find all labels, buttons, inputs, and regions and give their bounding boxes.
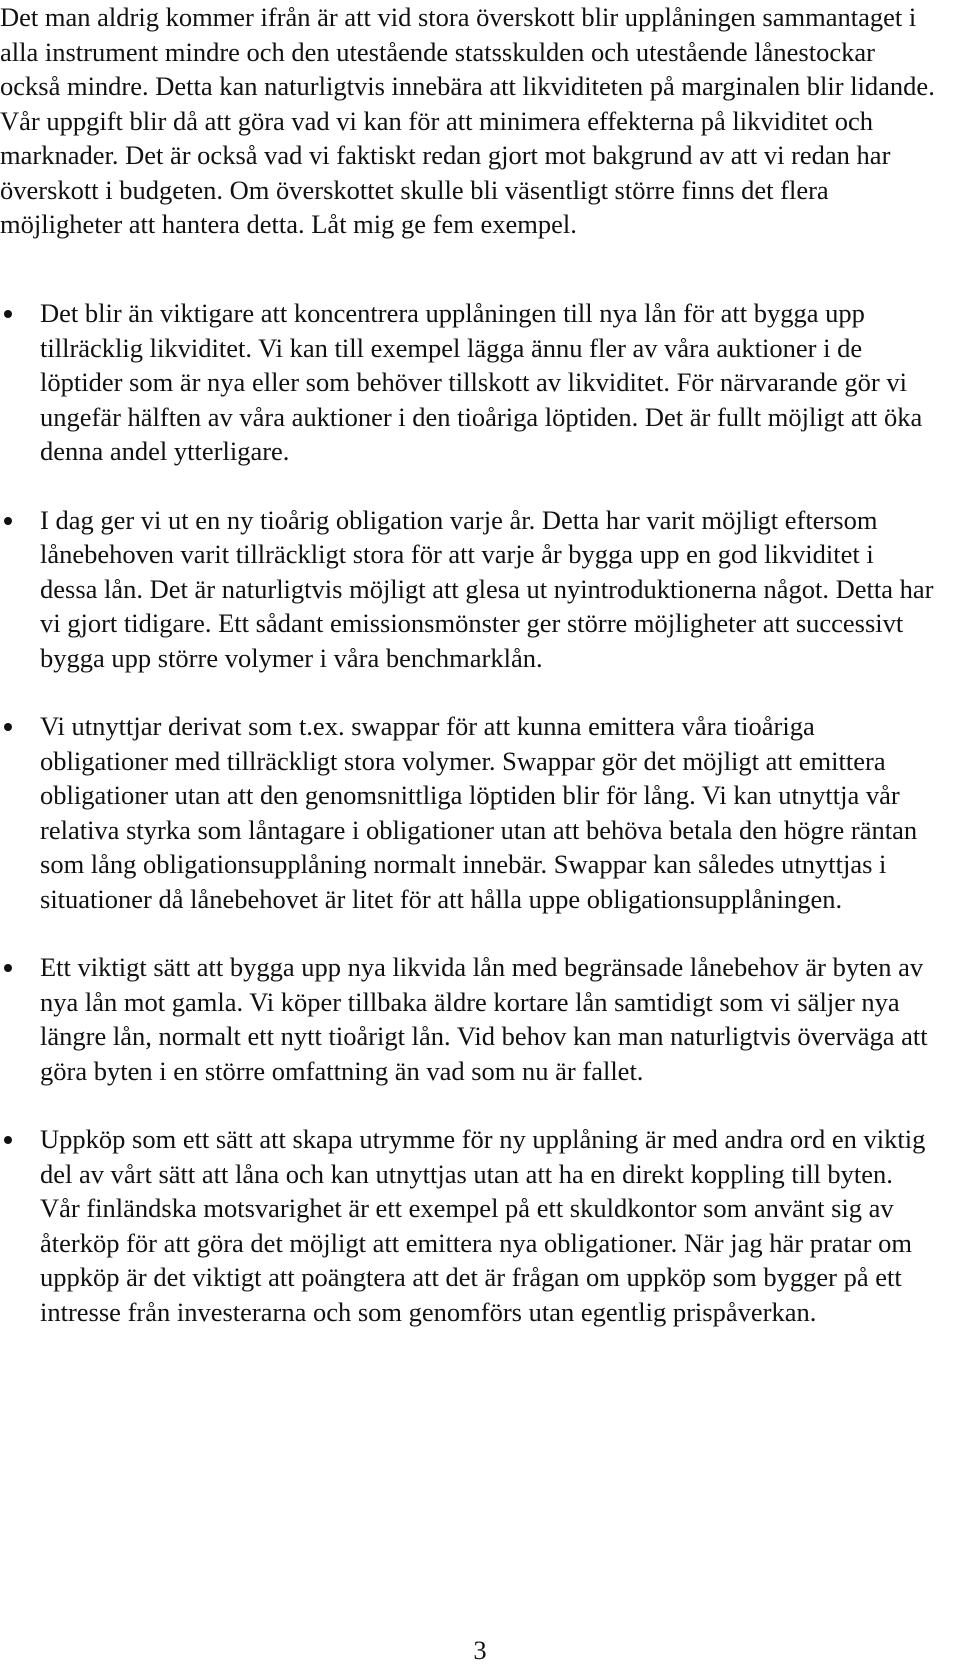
bullet-text: Uppköp som ett sätt att skapa utrymme för ny upplåning är med andra ord en viktig del av vårt sätt att låna och kan utnyttjas utan att ha en direkt koppling till byten. Vår finländska motsvarighet är ett exempel på ett skuldkontor som använt sig av återköp för att göra det möjligt att emittera nya obligationer. När jag här pratar om uppköp är det viktigt att poängtera att det är frågan om uppköp som bygger på ett intresse från investerarna och som genomförs utan egentlig prispåverkan.	[40, 1124, 926, 1327]
list-item	[0, 296, 936, 469]
bullet-icon	[4, 310, 12, 318]
bullet-text: Det blir än viktigare att koncentrera upplåningen till nya lån för att bygga upp tillräcklig likviditet. Vi kan till exempel lägga ännu fler av våra auktioner i de löptider som är nya eller som behöver tillskott av likviditet. För närvarande gör vi ungefär hälften av våra auktioner i den tioåriga löptiden. Det är fullt möjligt att öka denna andel ytterligare.	[40, 298, 923, 466]
bullet-text: I dag ger vi ut en ny tioårig obligation varje år. Detta har varit möjligt eftersom lånebehoven varit tillräckligt stora för att varje år bygga upp en god likviditet i dessa lån. Det är naturligtvis möjligt att glesa ut nyintroduktionerna något. Detta har vi gjort tidigare. Ett sådant emissionsmönster ger större möjligheter att successivt bygga upp större volymer i våra benchmarklån.	[40, 504, 934, 673]
list-item	[0, 503, 936, 676]
intro-paragraph: Det man aldrig kommer ifrån är att vid stora överskott blir upplåningen sammantaget i alla instrument mindre och den utestående statsskulden och utestående lånestockar också mindre. Detta kan naturligtvis innebära att likviditeten på marginalen blir lidande. Vår uppgift blir då att göra vad vi kan för att minimera effekterna på likviditet och marknader. Det är också vad vi faktiskt redan gjort mot bakgrund av att vi redan har överskott i budgeten. Om överskottet skulle bli väsentligt större finns det flera möjligheter att hantera detta. Låt mig ge fem exempel.	[0, 2, 935, 239]
bullet-icon	[4, 1136, 12, 1144]
list-item	[0, 950, 936, 1088]
page-number: 3	[473, 1635, 487, 1665]
list-item	[0, 709, 936, 916]
bullet-text: Vi utnyttjar derivat som t.ex. swappar för att kunna emittera våra tioåriga obligationer med tillräckligt stora volymer. Swappar gör det möjligt att emittera obligationer utan att den genomsnittliga löptiden blir för lång. Vi kan utnyttja vår relativa styrka som låntagare i obligationer utan att behöva betala den högre räntan som lång obligationsupplåning normalt innebär. Swappar kan således utnyttjas i situationer då lånebehovet är litet för att hålla uppe obligationsupplåningen.	[40, 711, 918, 914]
bullet-icon	[4, 723, 12, 731]
bullet-icon	[4, 517, 12, 525]
bullet-icon	[4, 964, 12, 972]
bullet-text: Ett viktigt sätt att bygga upp nya likvida lån med begränsade lånebehov är byten av nya lån mot gamla. Vi köper tillbaka äldre kortare lån samtidigt som vi säljer nya längre lån, normalt ett nytt tioårigt lån. Vid behov kan man naturligtvis överväga att göra byten i en större omfattning än vad som nu är fallet.	[40, 952, 928, 1086]
list-item	[0, 1122, 936, 1329]
bullet-list	[0, 296, 936, 1363]
